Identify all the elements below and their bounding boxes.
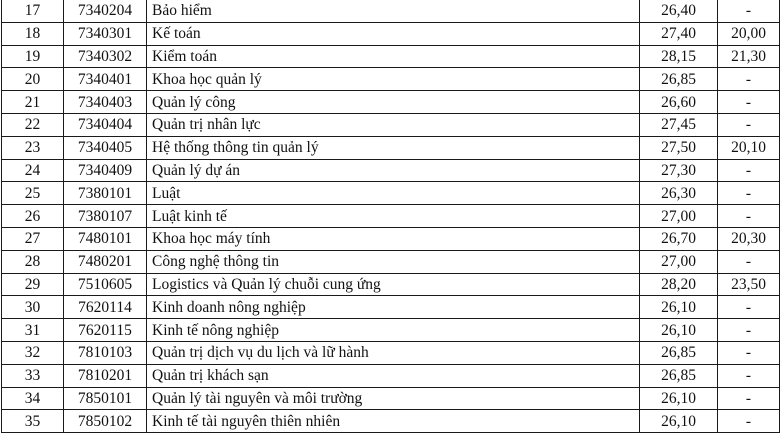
secondary-score: - [718,68,780,91]
cutoff-score: 27,30 [640,159,718,182]
secondary-score: - [718,113,780,136]
table-row [2,250,780,273]
major-name: Kinh doanh nông nghiệp [147,296,640,319]
major-code: 7380107 [64,205,147,228]
cutoff-score: 26,40 [640,0,718,22]
secondary-score: 20,00 [718,22,780,45]
major-name: Quản lý tài nguyên và môi trường [147,387,640,410]
table-row [2,387,780,410]
row-number: 25 [2,182,64,205]
cutoff-score: 27,40 [640,22,718,45]
major-code: 7340401 [64,68,147,91]
major-name: Quản trị nhân lực [147,113,640,136]
row-number: 22 [2,113,64,136]
table-row [2,0,780,22]
row-number: 30 [2,296,64,319]
secondary-score: - [718,387,780,410]
secondary-score: - [718,341,780,364]
major-name: Logistics và Quản lý chuỗi cung ứng [147,273,640,296]
major-name: Quản trị khách sạn [147,364,640,387]
secondary-score: - [718,250,780,273]
table-row [2,410,780,433]
cutoff-score: 26,10 [640,296,718,319]
row-number: 26 [2,205,64,228]
table-row [2,68,780,91]
major-name: Kiểm toán [147,45,640,68]
cutoff-score: 26,10 [640,319,718,342]
cutoff-score: 27,00 [640,205,718,228]
row-number: 18 [2,22,64,45]
table-row [2,341,780,364]
major-code: 7380101 [64,182,147,205]
table-row [2,227,780,250]
cutoff-score: 26,30 [640,182,718,205]
table-row [2,45,780,68]
secondary-score: - [718,319,780,342]
major-code: 7810201 [64,364,147,387]
cutoff-score: 26,10 [640,387,718,410]
major-name: Hệ thống thông tin quản lý [147,136,640,159]
major-code: 7340302 [64,45,147,68]
major-code: 7340301 [64,22,147,45]
row-number: 27 [2,227,64,250]
major-code: 7850102 [64,410,147,433]
row-number: 35 [2,410,64,433]
cutoff-score: 28,15 [640,45,718,68]
row-number: 21 [2,91,64,114]
table-body [2,0,780,433]
major-name: Luật kinh tế [147,205,640,228]
major-code: 7850101 [64,387,147,410]
major-code: 7620115 [64,319,147,342]
row-number: 34 [2,387,64,410]
cutoff-score: 26,60 [640,91,718,114]
secondary-score: 23,50 [718,273,780,296]
table-row [2,22,780,45]
secondary-score: - [718,159,780,182]
major-code: 7340409 [64,159,147,182]
major-code: 7340405 [64,136,147,159]
secondary-score: - [718,364,780,387]
major-name: Kinh tế tài nguyên thiên nhiên [147,410,640,433]
table-row [2,319,780,342]
table-row [2,273,780,296]
secondary-score: 20,10 [718,136,780,159]
major-code: 7480201 [64,250,147,273]
cutoff-score: 27,50 [640,136,718,159]
cutoff-score: 26,10 [640,410,718,433]
row-number: 33 [2,364,64,387]
row-number: 32 [2,341,64,364]
major-code: 7340404 [64,113,147,136]
major-code: 7340403 [64,91,147,114]
admission-scores-table [1,0,780,433]
secondary-score: - [718,410,780,433]
table-row [2,136,780,159]
table-row [2,113,780,136]
table-row [2,91,780,114]
major-name: Quản lý dự án [147,159,640,182]
cutoff-score: 26,85 [640,68,718,91]
secondary-score: - [718,91,780,114]
row-number: 31 [2,319,64,342]
secondary-score: 21,30 [718,45,780,68]
row-number: 29 [2,273,64,296]
major-name: Khoa học máy tính [147,227,640,250]
secondary-score: - [718,182,780,205]
major-name: Công nghệ thông tin [147,250,640,273]
major-name: Khoa học quản lý [147,68,640,91]
secondary-score: 20,30 [718,227,780,250]
table-row [2,182,780,205]
cutoff-score: 28,20 [640,273,718,296]
cutoff-score: 26,70 [640,227,718,250]
row-number: 28 [2,250,64,273]
row-number: 19 [2,45,64,68]
table-row [2,296,780,319]
cutoff-score: 27,00 [640,250,718,273]
major-name: Quản trị dịch vụ du lịch và lữ hành [147,341,640,364]
secondary-score: - [718,0,780,22]
secondary-score: - [718,205,780,228]
major-code: 7620114 [64,296,147,319]
major-name: Kế toán [147,22,640,45]
major-name: Quản lý công [147,91,640,114]
major-name: Kinh tế nông nghiệp [147,319,640,342]
major-name: Bảo hiểm [147,0,640,22]
table-row [2,205,780,228]
cutoff-score: 26,85 [640,364,718,387]
major-code: 7810103 [64,341,147,364]
row-number: 20 [2,68,64,91]
cutoff-score: 27,45 [640,113,718,136]
major-code: 7340204 [64,0,147,22]
row-number: 23 [2,136,64,159]
table-row [2,364,780,387]
major-code: 7480101 [64,227,147,250]
table-row [2,159,780,182]
secondary-score: - [718,296,780,319]
cutoff-score: 26,85 [640,341,718,364]
row-number: 24 [2,159,64,182]
row-number: 17 [2,0,64,22]
major-code: 7510605 [64,273,147,296]
major-name: Luật [147,182,640,205]
